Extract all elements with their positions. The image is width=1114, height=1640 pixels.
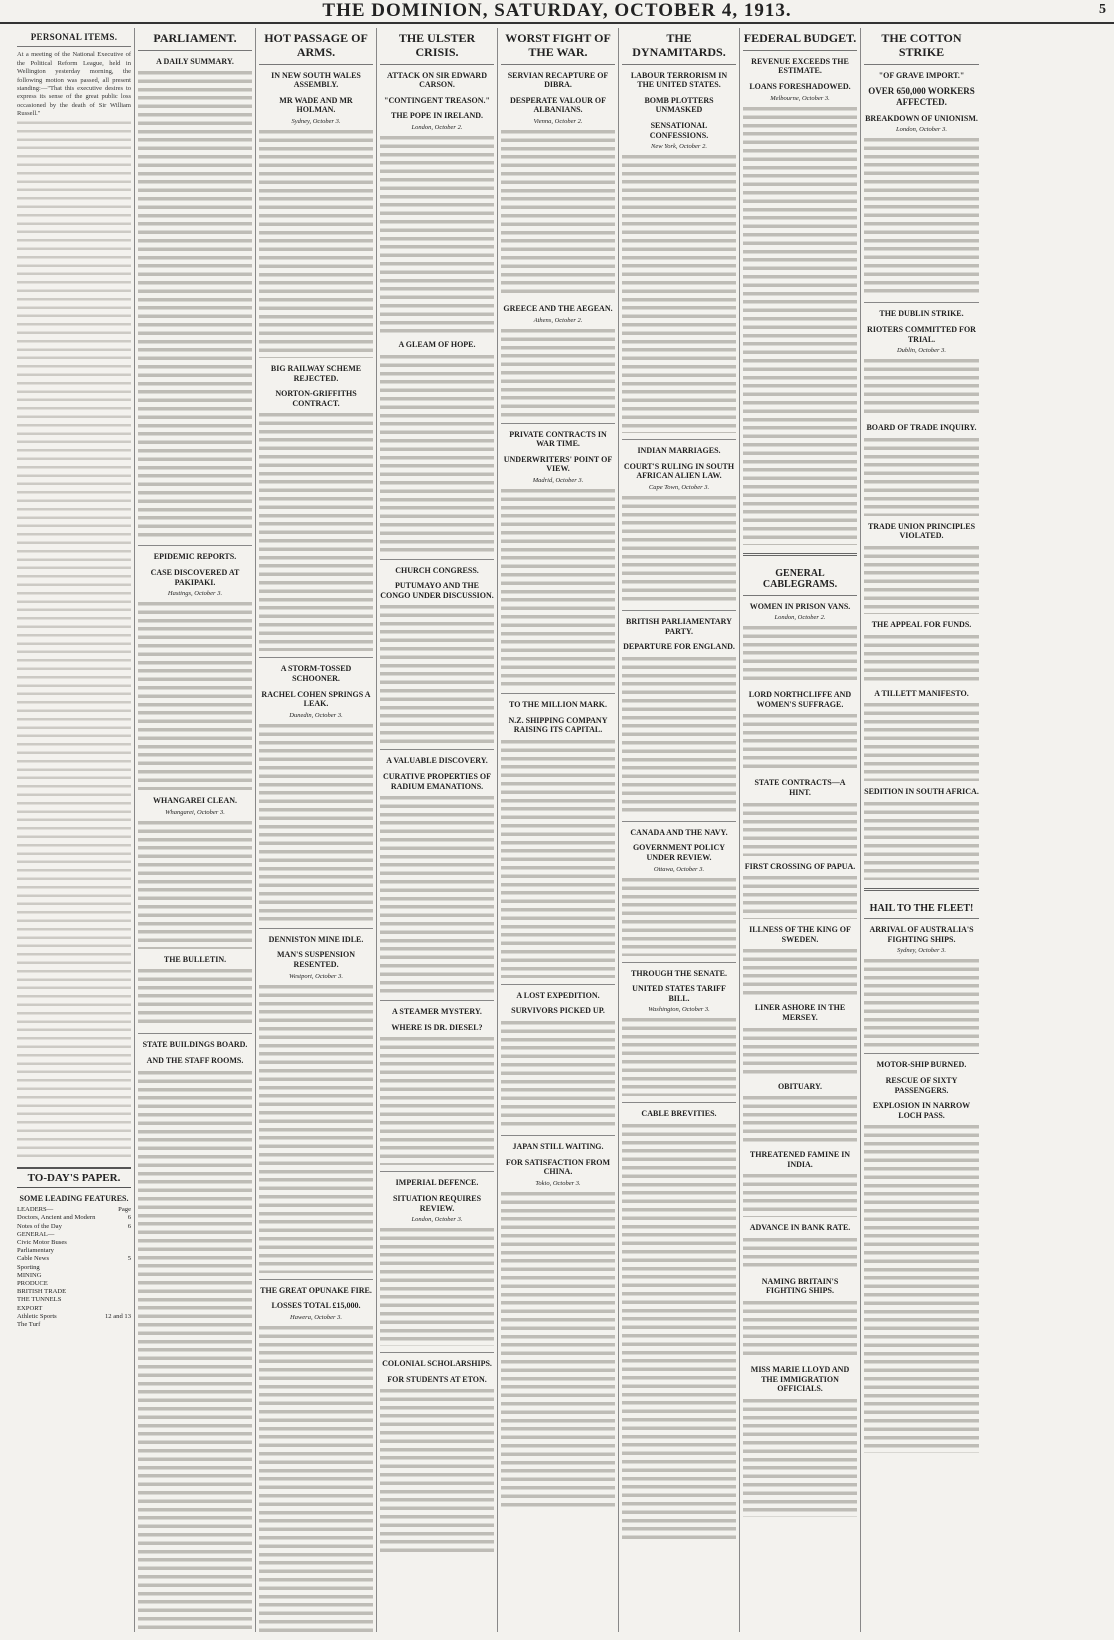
article-text [622, 1016, 736, 1096]
article-text [743, 624, 857, 684]
contents-label: The Turf [17, 1321, 41, 1329]
subheading: DEPARTURE FOR ENGLAND. [623, 642, 735, 652]
columns [14, 28, 1108, 1632]
column-ulster-crisis [377, 28, 498, 1632]
subheading: RIOTERS COMMITTED FOR TRIAL. [867, 324, 976, 344]
column-heading: FEDERAL BUDGET. [743, 28, 857, 51]
contents-page: 5 [127, 1255, 131, 1263]
contents-row [17, 1239, 131, 1247]
lead-paragraph: At a meeting of the National Executive of the Political Reform League, held in Wellington yesterday morning, the following motion was passed, all present standing:—"That this executive desires to express its sense of the great public loss occasioned by the death of Sir William Russell." [17, 51, 131, 118]
subheading: CANADA AND THE NAVY. [630, 827, 728, 837]
dateline: Westport, October 3. [289, 972, 343, 980]
dateline: Vienna, October 2. [533, 117, 583, 125]
article-text [501, 1019, 615, 1129]
dateline: Athens, October 2. [533, 316, 583, 324]
subheading: A STORM-TOSSED SCHOONER. [280, 664, 352, 683]
divider [380, 1171, 494, 1172]
section-heading: HAIL TO THE FLEET! [864, 899, 979, 920]
article-text [743, 712, 857, 772]
subheading: UNITED STATES TARIFF BILL. [632, 984, 726, 1003]
dateline: Dublin, October 3. [896, 347, 947, 355]
contents-label: MINING [17, 1271, 42, 1279]
contents-label: LEADERS— [17, 1206, 54, 1214]
article-text [743, 947, 857, 997]
subheading: LABOUR TERRORISM IN THE UNITED STATES. [630, 70, 728, 90]
subheading: A LOST EXPEDITION. [516, 990, 600, 1000]
subheading: WHANGAREI CLEAN. [152, 796, 237, 806]
contents-label: Doctors, Ancient and Modern [17, 1214, 96, 1222]
divider [380, 559, 494, 560]
column-worst-fight [498, 28, 619, 1632]
subheading: IN NEW SOUTH WALES ASSEMBLY. [271, 70, 361, 90]
subheading: MAN'S SUSPENSION RESENTED. [276, 950, 355, 969]
subheading: EXPLOSION IN NARROW LOCH PASS. [872, 1101, 971, 1120]
contents-page: 6 [127, 1222, 131, 1230]
subheading: FOR STUDENTS AT ETON. [387, 1374, 487, 1384]
masthead [0, 0, 1114, 24]
column-heading: THE COTTON STRIKE [864, 28, 979, 65]
contents-label: GENERAL— [17, 1230, 55, 1238]
article-text [259, 722, 373, 922]
article-text [864, 1123, 979, 1453]
divider [622, 610, 736, 611]
section-heading: GENERAL CABLEGRAMS. [743, 564, 857, 596]
column-dynamitards [619, 28, 740, 1632]
contents-label: Sporting [17, 1263, 40, 1271]
subheading: TRADE UNION PRINCIPLES VIOLATED. [867, 521, 976, 541]
subheading: THE DUBLIN STRIKE. [879, 309, 964, 319]
column-heading: THE DYNAMITARDS. [622, 28, 736, 65]
dateline: Tokio, October 3. [535, 1179, 581, 1187]
contents-label: Cable News [17, 1255, 50, 1263]
contents-page: Page [118, 1206, 131, 1214]
column-parliament [135, 28, 256, 1632]
subheading: INDIAN MARRIAGES. [637, 446, 721, 456]
divider [380, 1352, 494, 1353]
subheading: RACHEL COHEN SPRINGS A LEAK. [261, 689, 371, 709]
subheading: AND THE STAFF ROOMS. [146, 1055, 244, 1065]
dateline: London, October 2. [774, 614, 826, 622]
contents-page: 12 and 13 [104, 1312, 131, 1320]
subheading: ATTACK ON SIR EDWARD CARSON. [387, 70, 487, 90]
subheading: LINER ASHORE IN THE MERSEY. [754, 1003, 846, 1022]
subheading: CASE DISCOVERED AT PAKIPAKI. [150, 567, 240, 587]
divider [501, 693, 615, 694]
divider [501, 984, 615, 985]
subheading: THE APPEAL FOR FUNDS. [871, 619, 972, 629]
article-text [501, 128, 615, 298]
article-text [622, 876, 736, 956]
article-text [743, 1172, 857, 1217]
article-text [864, 436, 979, 516]
divider [622, 962, 736, 963]
divider [743, 553, 857, 556]
subheading: A VALUABLE DISCOVERY. [386, 756, 488, 766]
contents-row [17, 1206, 131, 1214]
article-text [259, 411, 373, 651]
divider [138, 1033, 252, 1034]
divider [864, 888, 979, 891]
subheading: COURT'S RULING IN SOUTH AFRICAN ALIEN LAW. [623, 461, 735, 481]
page-number: 5 [1099, 2, 1106, 17]
article-text [743, 105, 857, 545]
contents-row [17, 1288, 131, 1296]
dateline: Hawera, October 3. [290, 1313, 342, 1321]
subheading: BOARD OF TRADE INQUIRY. [866, 423, 977, 433]
contents-label: Athletic Sports [17, 1312, 57, 1320]
article-text [259, 983, 373, 1273]
subheading: NORTON-GRIFFITHS CONTRACT. [275, 389, 357, 408]
article-text [622, 153, 736, 433]
article-text [501, 487, 615, 687]
subheading: THE GREAT OPUNAKE FIRE. [260, 1285, 372, 1295]
article-text [622, 494, 736, 604]
article-text [380, 353, 494, 553]
subheading: BIG RAILWAY SCHEME REJECTED. [270, 363, 362, 383]
contents-label: Parliamentary [17, 1247, 54, 1255]
column-heading: THE ULSTER CRISIS. [380, 28, 494, 65]
article-text [138, 69, 252, 539]
dateline: Sydney, October 3. [896, 947, 947, 955]
subheading: MISS MARIE LLOYD AND THE IMMIGRATION OFFICIALS. [750, 1365, 850, 1394]
subheading: DENNISTON MINE IDLE. [268, 934, 364, 944]
divider [380, 749, 494, 750]
contents-row [17, 1264, 131, 1272]
contents-label: EXPORT [17, 1304, 43, 1312]
subheading: THREATENED FAMINE IN INDIA. [749, 1150, 851, 1169]
dateline: Ottawa, October 3. [653, 865, 705, 873]
article-text [864, 136, 979, 296]
contents-label: THE TUNNELS [17, 1296, 62, 1304]
dateline: Washington, October 3. [648, 1006, 710, 1014]
article-text [864, 544, 979, 614]
newspaper-title: THE DOMINION, SATURDAY, OCTOBER 4, 1913. [322, 0, 792, 21]
divider [864, 302, 979, 303]
article-text [743, 1299, 857, 1359]
subheading: GOVERNMENT POLICY UNDER REVIEW. [632, 843, 726, 862]
contents-row [17, 1255, 131, 1263]
article-text [138, 1069, 252, 1629]
article-text [380, 794, 494, 994]
column-heading: PARLIAMENT. [138, 28, 252, 51]
subheading: TO THE MILLION MARK. [509, 699, 607, 709]
dateline: Hastings, October 3. [167, 590, 223, 598]
divider [259, 657, 373, 658]
article-text [259, 128, 373, 358]
subheading: PUTUMAYO AND THE CONGO UNDER DISCUSSION. [380, 581, 494, 600]
contents-row [17, 1231, 131, 1239]
contents-row [17, 1280, 131, 1288]
divider [380, 1000, 494, 1001]
contents-page: 6 [127, 1214, 131, 1222]
subheading: N.Z. SHIPPING COMPANY RAISING ITS CAPITAL. [508, 715, 608, 735]
subheading: MR WADE AND MR HOLMAN. [279, 95, 353, 115]
article-text [743, 1026, 857, 1076]
divider [622, 1102, 736, 1103]
subheading: "OF GRAVE IMPORT." [878, 70, 965, 80]
subheading: A DAILY SUMMARY. [156, 56, 234, 66]
article-text [743, 801, 857, 856]
column-heading: HOT PASSAGE OF ARMS. [259, 28, 373, 65]
contents-list [17, 1206, 131, 1329]
subheading: LOANS FORESHADOWED. [749, 81, 851, 91]
subheading: A STEAMER MYSTERY. [392, 1007, 482, 1017]
subheading: ADVANCE IN BANK RATE. [749, 1223, 851, 1233]
dateline: Melbourne, October 3. [770, 94, 830, 102]
contents-row [17, 1305, 131, 1313]
divider [501, 423, 615, 424]
article-text [864, 800, 979, 880]
subheading: FIRST CROSSING OF PAPUA. [744, 861, 856, 871]
contents-label: BRITISH TRADE [17, 1288, 67, 1296]
subheading: COLONIAL SCHOLARSHIPS. [382, 1359, 492, 1369]
article-text [864, 633, 979, 683]
article-text [380, 1035, 494, 1165]
contents-row [17, 1223, 131, 1231]
article-text [17, 119, 131, 1159]
contents-label: PRODUCE [17, 1280, 48, 1288]
subheading: SENSATIONAL CONFESSIONS. [649, 120, 709, 140]
article-text [380, 134, 494, 334]
dateline: Cape Town, October 3. [648, 483, 710, 491]
subheading: NAMING BRITAIN'S FIGHTING SHIPS. [761, 1276, 839, 1296]
contents-row [17, 1272, 131, 1280]
column-hot-passage [256, 28, 377, 1632]
subheading: CABLE BREVITIES. [641, 1109, 717, 1119]
subheading: EPIDEMIC REPORTS. [153, 552, 237, 562]
dateline: Sydney, October 3. [291, 117, 341, 125]
dateline: Madrid, October 3. [532, 476, 584, 484]
subheading: WHERE IS DR. DIESEL? [391, 1022, 483, 1032]
subheading: OVER 650,000 WORKERS AFFECTED. [868, 86, 975, 107]
subheading: A GLEAM OF HOPE. [398, 339, 476, 349]
column-heading: PERSONAL ITEMS. [17, 28, 131, 47]
article-text [501, 738, 615, 978]
subheading: STATE BUILDINGS BOARD. [142, 1040, 248, 1050]
article-text [501, 1190, 615, 1510]
column-cotton-strike [861, 28, 982, 1632]
contents-row [17, 1214, 131, 1222]
subheading: STATE CONTRACTS—A HINT. [754, 778, 846, 797]
divider [138, 545, 252, 546]
article-text [138, 819, 252, 949]
subheading: IMPERIAL DEFENCE. [395, 1178, 479, 1188]
subheading: ILLNESS OF THE KING OF SWEDEN. [749, 925, 851, 944]
article-text [380, 603, 494, 743]
subheading: A TILLETT MANIFESTO. [874, 688, 969, 698]
subheading: MOTOR-SHIP BURNED. [876, 1060, 967, 1070]
article-text [743, 874, 857, 919]
subheading: UNDERWRITERS' POINT OF VIEW. [503, 454, 613, 474]
article-text [864, 701, 979, 781]
dateline: London, October 3. [411, 1216, 463, 1224]
article-text [138, 600, 252, 790]
article-text [864, 357, 979, 417]
divider [501, 1135, 615, 1136]
subheading: CURATIVE PROPERTIES OF RADIUM EMANATIONS. [382, 771, 492, 791]
subheading: SERVIAN RECAPTURE OF DIBRA. [507, 70, 609, 90]
subheading: THE BULLETIN. [163, 954, 227, 964]
subheading: JAPAN STILL WAITING. [512, 1141, 604, 1151]
article-text [743, 1094, 857, 1144]
article-text [622, 655, 736, 815]
leading-features-heading: SOME LEADING FEATURES. [19, 1193, 129, 1203]
article-text [138, 967, 252, 1027]
dateline: New York, October 2. [651, 143, 707, 151]
contents-label: Civic Motor Buses [17, 1239, 67, 1246]
article-text [864, 957, 979, 1047]
contents-label: Notes of the Day [17, 1222, 62, 1230]
subheading: THROUGH THE SENATE. [631, 968, 727, 978]
contents-row [17, 1321, 131, 1329]
subheading: THE POPE IN IRELAND. [390, 111, 483, 121]
contents-row [17, 1247, 131, 1255]
divider [259, 1279, 373, 1280]
subheading: LORD NORTHCLIFFE AND WOMEN'S SUFFRAGE. [748, 690, 852, 709]
subheading: OBITUARY. [777, 1081, 823, 1091]
subheading: REVENUE EXCEEDS THE ESTIMATE. [751, 56, 849, 76]
subheading: BRITISH PARLIAMENTARY PARTY. [626, 616, 732, 636]
subheading: SITUATION REQUIRES REVIEW. [392, 1193, 482, 1213]
subheading: WOMEN IN PRISON VANS. [749, 601, 851, 611]
article-text [743, 1236, 857, 1271]
subheading: FOR SATISFACTION FROM CHINA. [505, 1157, 611, 1177]
subheading: CHURCH CONGRESS. [395, 565, 479, 575]
contents-row [17, 1313, 131, 1321]
subheading: "CONTINGENT TREASON." [384, 95, 490, 105]
dateline: Dunedin, October 3. [289, 711, 343, 719]
subheading: SEDITION IN SOUTH AFRICA. [864, 787, 979, 797]
article-text [380, 1226, 494, 1346]
dateline: London, October 2. [411, 123, 463, 131]
subheading: ARRIVAL OF AUSTRALIA'S FIGHTING SHIPS. [869, 925, 974, 944]
contents-row [17, 1296, 131, 1304]
subheading: DESPERATE VALOUR OF ALBANIANS. [509, 95, 607, 115]
article-text [501, 327, 615, 417]
column-personal-items [14, 28, 135, 1632]
column-heading: WORST FIGHT OF THE WAR. [501, 28, 615, 65]
divider [622, 439, 736, 440]
column-federal-budget [740, 28, 861, 1632]
subheading: GREECE AND THE AEGEAN. [503, 303, 613, 313]
article-text [380, 1387, 494, 1557]
subheading: LOSSES TOTAL £15,000. [271, 1301, 361, 1311]
article-text [743, 1397, 857, 1517]
divider [259, 928, 373, 929]
article-text [622, 1122, 736, 1542]
divider [864, 1053, 979, 1054]
subheading: SURVIVORS PICKED UP. [511, 1006, 605, 1016]
subheading: BREAKDOWN OF UNIONISM. [865, 113, 978, 123]
dateline: London, October 3. [896, 126, 947, 134]
subheading: RESCUE OF SIXTY PASSENGERS. [885, 1076, 958, 1095]
subheading: BOMB PLOTTERS UNMASKED [644, 95, 714, 115]
divider [622, 821, 736, 822]
todays-paper-heading: TO-DAY'S PAPER. [17, 1167, 131, 1188]
subheading: PRIVATE CONTRACTS IN WAR TIME. [509, 429, 607, 449]
dateline: Whangarei, October 3. [165, 808, 225, 816]
article-text [259, 1324, 373, 1632]
